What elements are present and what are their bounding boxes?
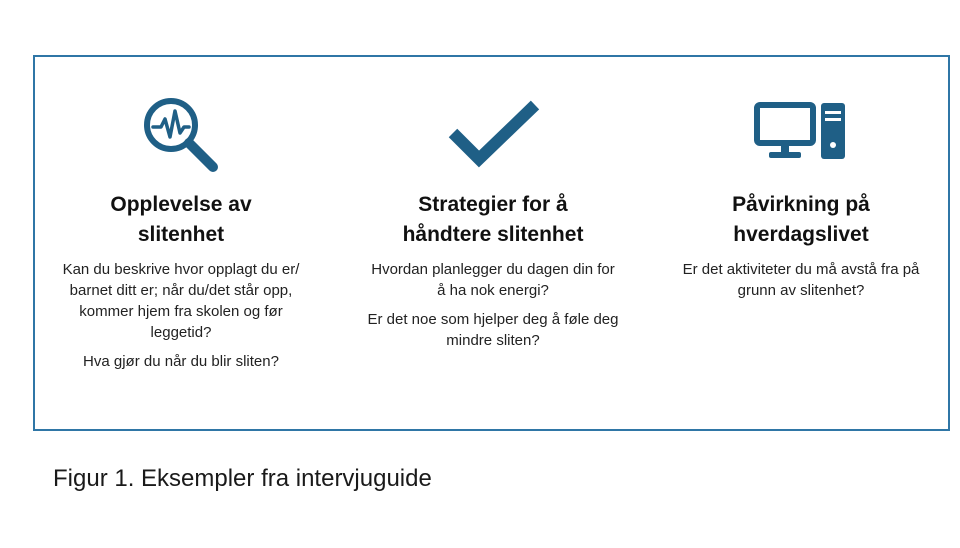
column-body xyxy=(655,259,947,309)
column-body xyxy=(35,259,327,380)
checkmark-icon xyxy=(443,97,543,169)
question-text: Hva gjør du når du blir sliten? xyxy=(83,353,279,370)
question-text: Hvordan planlegger du dagen din for å ha nok energi? xyxy=(371,261,615,299)
question-text: Kan du beskrive hvor opplagt du er/ barnet ditt er; når du/det står opp, kommer hjem fra skolen og før leggetid? xyxy=(62,261,300,341)
column-body xyxy=(347,259,639,359)
column-heading: Strategier for å håndtere slitenhet xyxy=(402,193,584,246)
question-text: Er det noe som hjelper deg å føle deg mindre sliten? xyxy=(367,311,619,349)
figure-frame xyxy=(33,55,950,431)
figure-caption: Figur 1. Eksempler fra intervjuguide xyxy=(53,465,432,492)
computer-icon xyxy=(753,101,849,161)
column-heading: Påvirkning på hverdagslivet xyxy=(732,193,870,246)
column-strategies xyxy=(347,57,639,429)
column-heading: Opplevelse av slitenhet xyxy=(110,193,252,246)
question-text: Er det aktiviteter du må avstå fra på grunn av slitenhet? xyxy=(682,261,920,299)
magnifier-heartbeat-icon xyxy=(139,93,223,177)
column-experience xyxy=(35,57,327,429)
column-daily-life xyxy=(655,57,947,429)
